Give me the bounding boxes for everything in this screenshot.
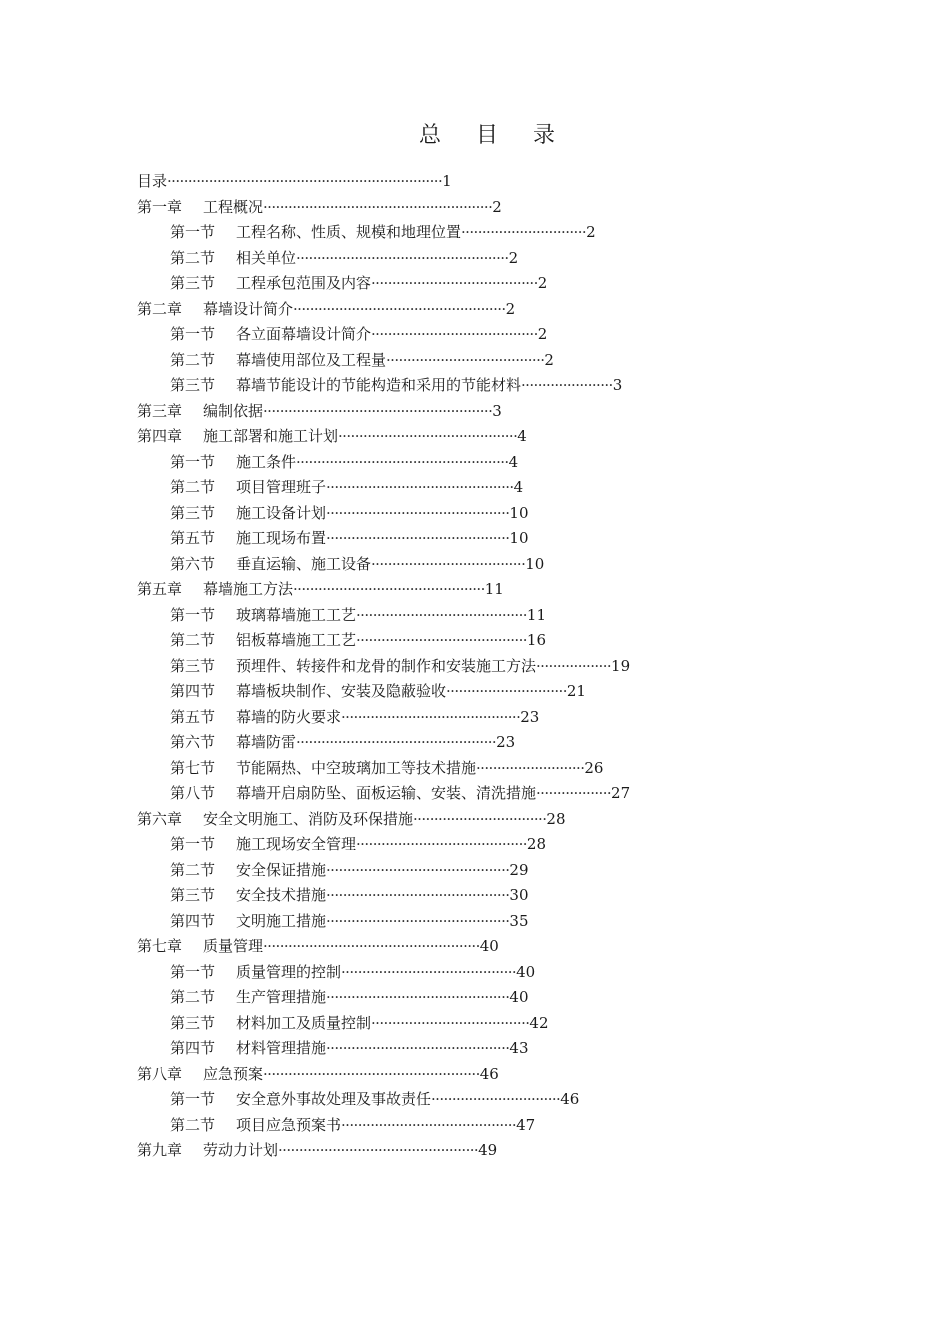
page-number: 29: [509, 860, 529, 879]
dot-leader: ·······························: [431, 1090, 561, 1108]
dot-leader: ············································: [326, 1039, 510, 1057]
dot-leader: ···········································: [338, 427, 518, 445]
toc-section-entry[interactable]: [137, 756, 630, 782]
toc-section-entry[interactable]: [137, 373, 630, 399]
page-number: 3: [612, 376, 623, 394]
entry-title: 幕墙设计简介: [203, 299, 294, 318]
dot-leader: ······································: [371, 1013, 530, 1032]
page-number: 40: [509, 988, 529, 1006]
dot-leader: ············································: [326, 886, 510, 904]
entry-title: 幕墙施工方法: [203, 580, 294, 598]
toc-section-entry[interactable]: [137, 960, 630, 986]
page-number: 23: [520, 707, 540, 726]
toc-section-entry[interactable]: [137, 909, 630, 935]
entry-number: 第一节: [170, 605, 216, 624]
page-number: 3: [492, 401, 502, 420]
entry-number: 第二章: [137, 299, 183, 318]
dot-leader: ··········································: [341, 1115, 517, 1134]
toc-section-entry[interactable]: [137, 552, 630, 578]
page-number: 26: [584, 758, 604, 777]
toc-section-entry[interactable]: [137, 1087, 630, 1113]
entry-number: 第二节: [170, 988, 216, 1006]
toc-section-entry[interactable]: [137, 1011, 630, 1037]
toc-section-entry[interactable]: [137, 271, 630, 297]
entry-title: 幕墙板块制作、安装及隐蔽验收: [236, 682, 447, 700]
toc-chapter-entry[interactable]: [137, 1062, 630, 1088]
entry-title: 各立面幕墙设计简介: [236, 325, 372, 343]
dot-leader: ················································: [296, 733, 497, 751]
toc-section-entry[interactable]: [137, 450, 630, 476]
entry-title: 工程名称、性质、规模和地理位置: [236, 223, 462, 241]
page-number: 23: [496, 733, 516, 751]
page-number: 1: [442, 172, 452, 190]
entry-number: 第二节: [170, 1115, 216, 1134]
page-number: 2: [505, 299, 516, 318]
entry-number: 第八节: [170, 784, 216, 802]
entry-title: 项目管理班子: [236, 478, 327, 496]
dot-leader: ··································································: [167, 172, 443, 190]
entry-title: 应急预案: [203, 1064, 264, 1083]
entry-number: 第三节: [170, 886, 216, 904]
page-number: 11: [526, 605, 547, 624]
dot-leader: ··············································: [293, 580, 485, 598]
dot-leader: ········································: [371, 325, 538, 343]
table-of-contents: [137, 169, 630, 1164]
dot-leader: ···················································: [296, 248, 509, 267]
toc-entry[interactable]: [137, 169, 630, 195]
dot-leader: ········································: [371, 274, 538, 292]
toc-section-entry[interactable]: [137, 858, 630, 884]
toc-section-entry[interactable]: [137, 348, 630, 374]
entry-number: 第二节: [170, 478, 216, 496]
entry-number: 第一节: [170, 223, 216, 241]
page-number: 40: [479, 937, 499, 955]
entry-number: 第七章: [137, 937, 183, 955]
dot-leader: ····················································: [263, 1064, 480, 1083]
entry-number: 第二节: [170, 860, 216, 879]
dot-leader: ················································: [278, 1141, 479, 1159]
entry-number: 第五章: [137, 580, 183, 598]
entry-number: 第二节: [170, 631, 216, 649]
entry-title: 施工现场布置: [236, 529, 327, 547]
entry-title: 相关单位: [236, 248, 297, 267]
toc-chapter-entry[interactable]: [137, 424, 630, 450]
toc-section-entry[interactable]: [137, 781, 630, 807]
entry-number: 第六节: [170, 733, 216, 751]
toc-chapter-entry[interactable]: [137, 195, 630, 221]
page-number: 10: [525, 554, 545, 573]
page-number: 19: [611, 656, 631, 675]
page-number: 47: [516, 1115, 536, 1134]
entry-title: 质量管理: [203, 937, 264, 955]
entry-title: 安全技术措施: [236, 886, 327, 904]
dot-leader: ···················································: [293, 299, 506, 318]
entry-number: 第二节: [170, 350, 216, 369]
entry-number: 第一节: [170, 1090, 216, 1108]
entry-number: 第九章: [137, 1141, 183, 1159]
entry-title: 预埋件、转接件和龙骨的制作和安装施工方法: [236, 656, 537, 675]
dot-leader: ···················································: [296, 452, 509, 471]
toc-section-entry[interactable]: [137, 1113, 630, 1139]
entry-title: 项目应急预案书: [236, 1115, 342, 1134]
page-number: 4: [508, 452, 519, 471]
entry-title: 质量管理的控制: [236, 962, 342, 981]
dot-leader: ·······················································: [263, 401, 493, 420]
entry-title: 幕墙使用部位及工程量: [236, 350, 387, 369]
entry-number: 第五节: [170, 529, 216, 547]
entry-number: 第四节: [170, 682, 216, 700]
page-number: 35: [509, 911, 529, 930]
page-number: 4: [513, 478, 524, 496]
entry-title: 施工现场安全管理: [236, 835, 357, 853]
page-number: 2: [492, 197, 502, 216]
entry-title: 幕墙开启扇防坠、面板运输、安装、清洗措施: [236, 784, 537, 802]
entry-title: 施工部署和施工计划: [203, 427, 339, 445]
entry-number: 第三节: [170, 656, 216, 675]
page-number: 28: [526, 835, 547, 853]
entry-title: 安全保证措施: [236, 860, 327, 879]
dot-leader: ·····································: [371, 554, 526, 573]
toc-section-entry[interactable]: [137, 246, 630, 272]
dot-leader: ··········································: [341, 962, 517, 981]
entry-title: 节能隔热、中空玻璃加工等技术措施: [236, 758, 477, 777]
toc-chapter-entry[interactable]: [137, 1138, 630, 1164]
entry-title: 材料加工及质量控制: [236, 1013, 372, 1032]
entry-title: 劳动力计划: [203, 1141, 279, 1159]
page-number: 2: [544, 350, 554, 369]
entry-title: 目录: [137, 172, 168, 190]
page-number: 2: [537, 274, 548, 292]
entry-number: 第七节: [170, 758, 216, 777]
dot-leader: ············································: [326, 503, 510, 522]
dot-leader: ·····························: [446, 682, 567, 700]
page-number: 2: [537, 325, 548, 343]
toc-section-entry[interactable]: [137, 322, 630, 348]
toc-section-entry[interactable]: [137, 832, 630, 858]
entry-number: 第三节: [170, 376, 216, 394]
dot-leader: ··················: [536, 656, 612, 675]
dot-leader: ············································: [326, 988, 510, 1006]
entry-number: 第一节: [170, 962, 216, 981]
toc-section-entry[interactable]: [137, 730, 630, 756]
toc-section-entry[interactable]: [137, 654, 630, 680]
dot-leader: ······························: [461, 223, 587, 241]
page-number: 10: [509, 503, 529, 522]
entry-number: 第四节: [170, 1039, 216, 1057]
entry-number: 第六章: [137, 809, 183, 828]
toc-section-entry[interactable]: [137, 1036, 630, 1062]
toc-chapter-entry[interactable]: [137, 577, 630, 603]
entry-number: 第二节: [170, 248, 216, 267]
toc-section-entry[interactable]: [137, 501, 630, 527]
page-number: 11: [484, 580, 504, 598]
dot-leader: ··················: [536, 784, 612, 802]
toc-section-entry[interactable]: [137, 883, 630, 909]
page-number: 42: [529, 1013, 549, 1032]
entry-title: 安全文明施工、消防及环保措施: [203, 809, 414, 828]
toc-chapter-entry[interactable]: [137, 399, 630, 425]
entry-number: 第五节: [170, 707, 216, 726]
page-number: 10: [509, 529, 529, 547]
dot-leader: ···········································: [341, 707, 521, 726]
toc-section-entry[interactable]: [137, 220, 630, 246]
dot-leader: ····················································: [263, 937, 480, 955]
entry-title: 材料管理措施: [236, 1039, 327, 1057]
dot-leader: ············································: [326, 860, 510, 879]
dot-leader: ··························: [476, 758, 585, 777]
entry-number: 第一章: [137, 197, 183, 216]
toc-section-entry[interactable]: [137, 475, 630, 501]
toc-chapter-entry[interactable]: [137, 807, 630, 833]
entry-title: 垂直运输、施工设备: [236, 554, 372, 573]
entry-title: 文明施工措施: [236, 911, 327, 930]
toc-section-entry[interactable]: [137, 679, 630, 705]
toc-section-entry[interactable]: [137, 705, 630, 731]
entry-title: 施工设备计划: [236, 503, 327, 522]
page-title: 总 目 录: [419, 123, 569, 148]
entry-title: 安全意外事故处理及事故责任: [236, 1090, 432, 1108]
entry-title: 幕墙节能设计的节能构造和采用的节能材料: [236, 376, 522, 394]
entry-title: 施工条件: [236, 452, 297, 471]
entry-number: 第六节: [170, 554, 216, 573]
page-number: 2: [586, 223, 596, 241]
entry-number: 第一节: [170, 835, 216, 853]
entry-number: 第三章: [137, 401, 183, 420]
entry-number: 第三节: [170, 274, 216, 292]
page-number: 2: [508, 248, 519, 267]
dot-leader: ·········································: [356, 605, 527, 624]
toc-chapter-entry[interactable]: [137, 934, 630, 960]
page-number: 4: [517, 427, 527, 445]
dot-leader: ······················: [521, 376, 613, 394]
entry-number: 第三节: [170, 1013, 216, 1032]
page-number: 40: [516, 962, 536, 981]
page-number: 43: [509, 1039, 529, 1057]
page-number: 49: [478, 1141, 498, 1159]
page-number: 30: [509, 886, 529, 904]
page-number: 28: [546, 809, 566, 828]
entry-title: 工程承包范围及内容: [236, 274, 372, 292]
entry-title: 铝板幕墙施工工艺: [236, 631, 357, 649]
page-number: 46: [560, 1090, 580, 1108]
page-number: 16: [526, 631, 547, 649]
page-number: 21: [566, 682, 586, 700]
toc-section-entry[interactable]: [137, 603, 630, 629]
dot-leader: ······································: [386, 350, 545, 369]
toc-section-entry[interactable]: [137, 985, 630, 1011]
toc-section-entry[interactable]: [137, 628, 630, 654]
entry-number: 第一节: [170, 325, 216, 343]
dot-leader: ·······················································: [263, 197, 493, 216]
entry-number: 第八章: [137, 1064, 183, 1083]
entry-title: 编制依据: [203, 401, 264, 420]
toc-chapter-entry[interactable]: [137, 297, 630, 323]
page-number: 46: [479, 1064, 499, 1083]
dot-leader: ·········································: [356, 631, 527, 649]
entry-number: 第四章: [137, 427, 183, 445]
dot-leader: ·········································: [356, 835, 527, 853]
page-number: 27: [611, 784, 631, 802]
entry-title: 玻璃幕墙施工工艺: [236, 605, 357, 624]
dot-leader: ············································: [326, 911, 510, 930]
entry-number: 第三节: [170, 503, 216, 522]
toc-section-entry[interactable]: [137, 526, 630, 552]
dot-leader: ············································: [326, 529, 510, 547]
dot-leader: ································: [413, 809, 547, 828]
entry-title: 生产管理措施: [236, 988, 327, 1006]
entry-title: 幕墙的防火要求: [236, 707, 342, 726]
entry-title: 工程概况: [203, 197, 264, 216]
entry-title: 幕墙防雷: [236, 733, 297, 751]
entry-number: 第一节: [170, 452, 216, 471]
entry-number: 第四节: [170, 911, 216, 930]
dot-leader: ·············································: [326, 478, 514, 496]
